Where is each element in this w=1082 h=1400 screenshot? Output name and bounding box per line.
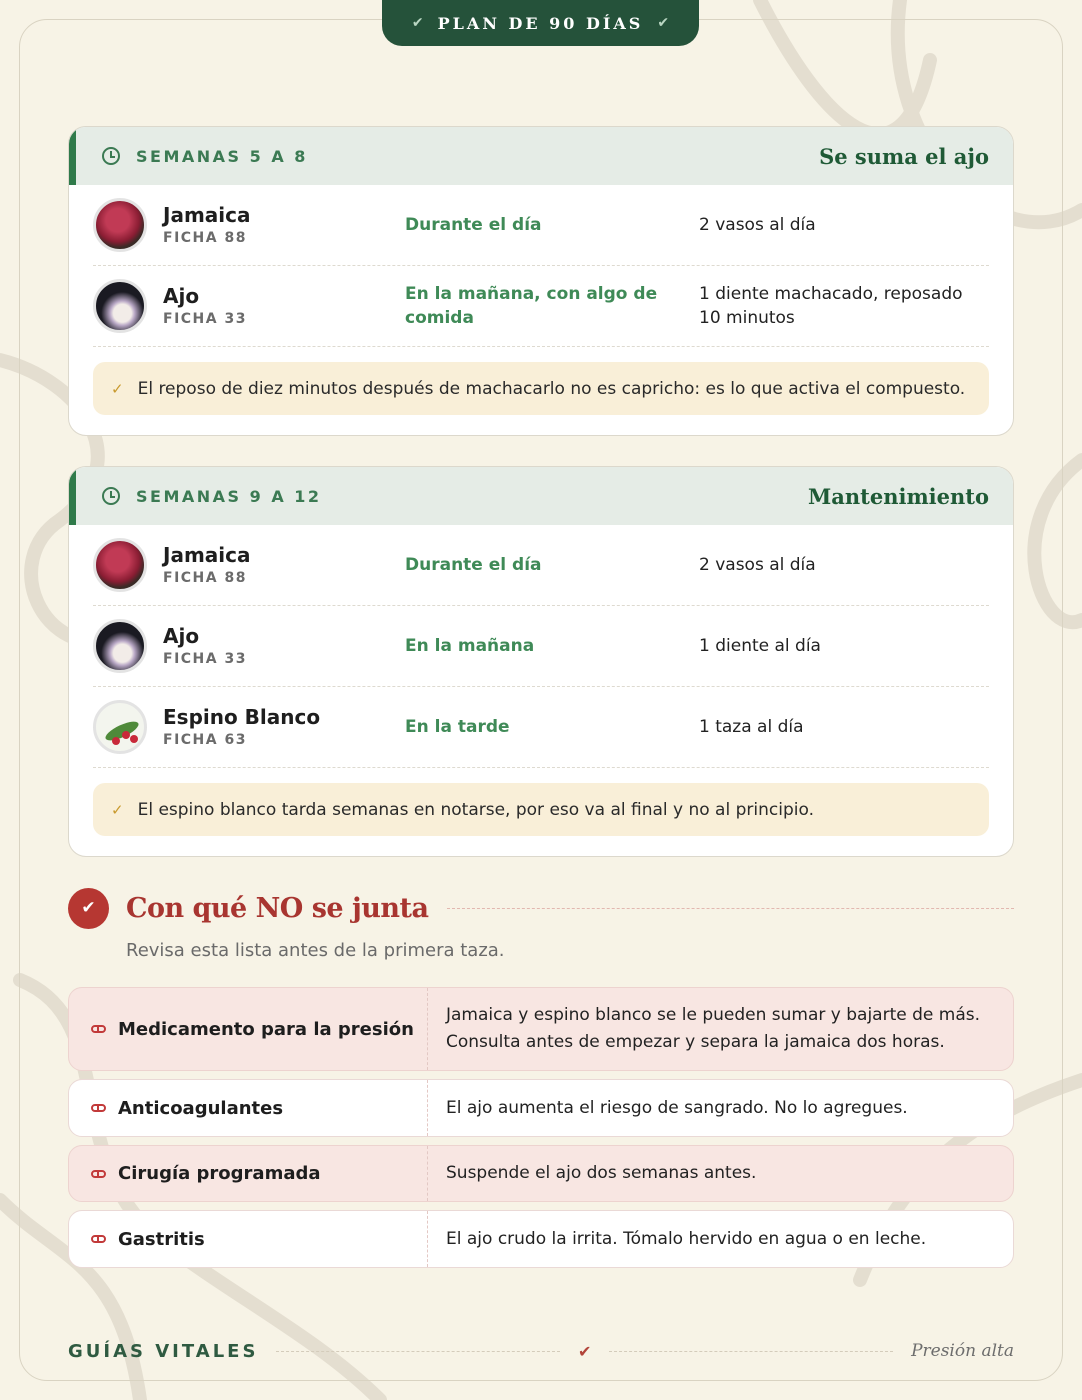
hibiscus-image bbox=[93, 538, 147, 592]
phase-weeks: SEMANAS 5 A 8 bbox=[136, 146, 308, 166]
warning-row bbox=[68, 1210, 1014, 1268]
footer-brand: GUÍAS VITALES bbox=[68, 1340, 259, 1362]
garlic-image bbox=[93, 619, 147, 673]
divider bbox=[447, 908, 1015, 909]
herb-row bbox=[93, 687, 989, 768]
warning-label: Cirugía programada bbox=[118, 1163, 321, 1184]
warning-row bbox=[68, 1145, 1014, 1202]
herb-dose: 1 diente al día bbox=[699, 636, 821, 656]
note-text: El espino blanco tarda semanas en notarse, por eso va al final y no al principio. bbox=[137, 799, 814, 820]
warning-text: Suspende el ajo dos semanas antes. bbox=[446, 1163, 757, 1183]
leaf-icon: ✔ bbox=[657, 15, 670, 31]
herb-when: Durante el día bbox=[405, 555, 542, 575]
warning-text: El ajo aumenta el riesgo de sangrado. No lo agregues. bbox=[446, 1097, 908, 1118]
phase-header bbox=[69, 467, 1013, 525]
herb-dose: 1 diente machacado, reposado 10 minutos bbox=[699, 284, 963, 328]
herb-dose: 1 taza al día bbox=[699, 717, 804, 737]
herb-row bbox=[93, 525, 989, 606]
warnings-heading bbox=[68, 886, 1014, 930]
herb-row bbox=[93, 606, 989, 687]
warning-text: Jamaica y espino blanco se le pueden sumar y bajarte de más. Consulta antes de empezar y separa la jamaica dos horas. bbox=[446, 1005, 981, 1052]
herb-dose: 2 vasos al día bbox=[699, 555, 816, 575]
divider bbox=[276, 1351, 560, 1352]
herb-name: Espino Blanco bbox=[163, 705, 321, 729]
plan-title-tab bbox=[382, 0, 699, 46]
warning-label: Gastritis bbox=[118, 1228, 205, 1250]
herb-dose: 2 vasos al día bbox=[699, 215, 816, 235]
warnings-subtitle: Revisa esta lista antes de la primera taza. bbox=[126, 940, 505, 961]
pill-icon bbox=[91, 1025, 106, 1033]
clock-icon bbox=[102, 147, 120, 165]
pill-icon bbox=[91, 1104, 106, 1112]
herb-when: En la mañana, con algo de comida bbox=[405, 284, 658, 328]
warning-row bbox=[68, 987, 1014, 1071]
warning-row bbox=[68, 1079, 1014, 1137]
pill-icon bbox=[91, 1170, 106, 1178]
warning-text: El ajo crudo la irrita. Tómalo hervido en agua o en leche. bbox=[446, 1228, 927, 1249]
garlic-image bbox=[93, 279, 147, 333]
hawthorn-image bbox=[93, 700, 147, 754]
check-icon: ✓ bbox=[111, 379, 124, 398]
herb-row bbox=[93, 185, 989, 266]
page-footer bbox=[68, 1336, 1014, 1366]
herb-ficha: FICHA 63 bbox=[163, 732, 247, 748]
herb-ficha: FICHA 33 bbox=[163, 651, 247, 667]
clock-icon bbox=[102, 487, 120, 505]
divider bbox=[609, 1351, 893, 1352]
plan-title: PLAN DE 90 DÍAS bbox=[437, 13, 644, 33]
phase-title: Se suma el ajo bbox=[819, 143, 989, 169]
herb-ficha: FICHA 88 bbox=[163, 570, 247, 586]
phase-card-weeks-9-12 bbox=[68, 466, 1014, 857]
phase-title: Mantenimiento bbox=[808, 483, 989, 509]
herb-name: Jamaica bbox=[163, 543, 251, 567]
warning-label: Medicamento para la presión bbox=[118, 1018, 414, 1040]
herb-name: Ajo bbox=[163, 284, 200, 308]
phase-note bbox=[93, 362, 989, 415]
herb-ficha: FICHA 88 bbox=[163, 230, 247, 246]
check-icon: ✓ bbox=[111, 800, 124, 819]
herb-row bbox=[93, 266, 989, 347]
phase-weeks: SEMANAS 9 A 12 bbox=[136, 486, 322, 506]
herb-name: Jamaica bbox=[163, 203, 251, 227]
note-text: El reposo de diez minutos después de machacarlo no es capricho: es lo que activa el compuesto. bbox=[137, 378, 966, 399]
leaf-badge-icon: ✔ bbox=[68, 888, 109, 929]
phase-note bbox=[93, 783, 989, 836]
herb-ficha: FICHA 33 bbox=[163, 311, 247, 327]
phase-header bbox=[69, 127, 1013, 185]
leaf-icon: ✔ bbox=[578, 1341, 592, 1361]
footer-topic: Presión alta bbox=[911, 1341, 1014, 1361]
warning-label: Anticoagulantes bbox=[118, 1097, 284, 1119]
herb-name: Ajo bbox=[163, 624, 200, 648]
herb-when: En la tarde bbox=[405, 717, 510, 737]
hibiscus-image bbox=[93, 198, 147, 252]
herb-when: En la mañana bbox=[405, 636, 535, 656]
leaf-icon: ✔ bbox=[411, 15, 424, 31]
herb-when: Durante el día bbox=[405, 215, 542, 235]
pill-icon bbox=[91, 1235, 106, 1243]
phase-card-weeks-5-8 bbox=[68, 126, 1014, 436]
warnings-title: Con qué NO se junta bbox=[126, 892, 429, 924]
